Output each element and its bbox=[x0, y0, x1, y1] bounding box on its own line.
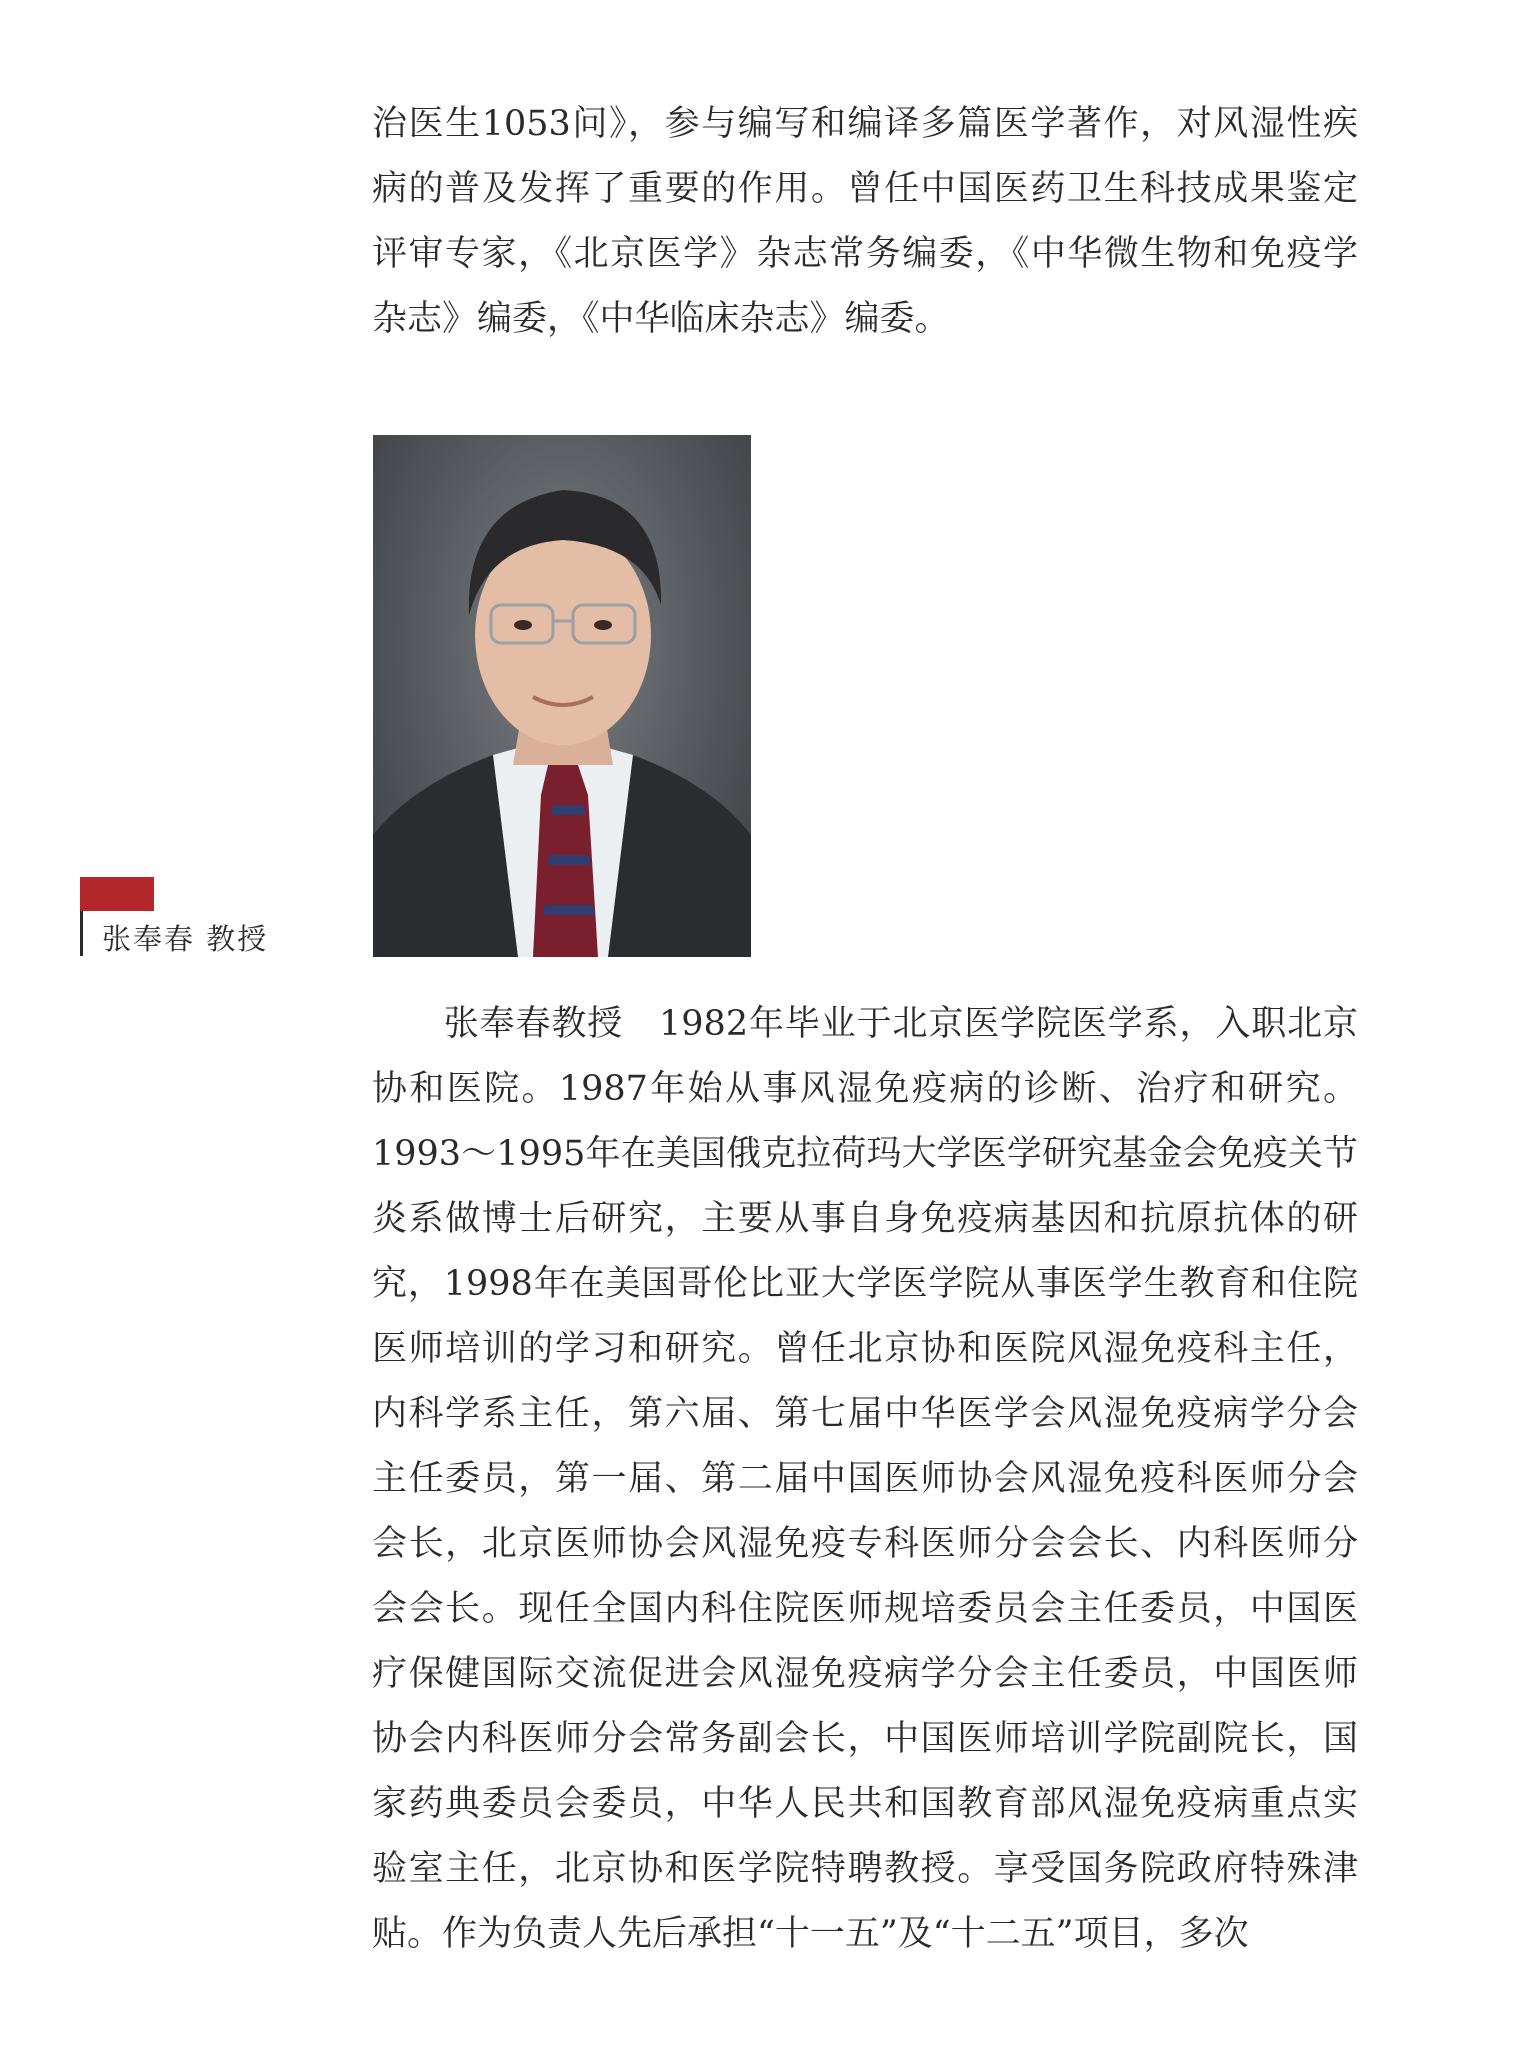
portrait-photo bbox=[373, 435, 751, 957]
text-line: 张奉春教授 1982年毕业于北京医学院医学系，入职北京 bbox=[372, 1004, 1358, 1044]
text-line: 内科学系主任，第六届、第七届中华医学会风湿免疫病学分会 bbox=[372, 1394, 1358, 1434]
text-line: 评审专家，《北京医学》杂志常务编委，《中华微生物和免疫学 bbox=[372, 234, 1358, 274]
text-line: 杂志》编委，《中华临床杂志》编委。 bbox=[372, 299, 950, 339]
text-line: 病的普及发挥了重要的作用。曾任中国医药卫生科技成果鉴定 bbox=[372, 169, 1358, 209]
text-line: 协会内科医师分会常务副会长，中国医师培训学院副院长，国 bbox=[372, 1719, 1358, 1759]
text-line: 炎系做博士后研究，主要从事自身免疫病基因和抗原抗体的研 bbox=[372, 1199, 1358, 1239]
text-line: 贴。作为负责人先后承担“十一五”及“十二五”项目，多次 bbox=[372, 1914, 1249, 1954]
text-line: 会长，北京医师协会风湿免疫专科医师分会会长、内科医师分 bbox=[372, 1524, 1358, 1564]
section-marker-stem bbox=[80, 911, 83, 956]
text-line: 疗保健国际交流促进会风湿免疫病学分会主任委员，中国医师 bbox=[372, 1654, 1358, 1694]
text-line: 究，1998年在美国哥伦比亚大学医学院从事医学生教育和住院 bbox=[372, 1264, 1358, 1304]
bio-paragraph bbox=[372, 992, 1358, 1967]
text-line: 主任委员，第一届、第二届中国医师协会风湿免疫科医师分会 bbox=[372, 1459, 1358, 1499]
text-line: 会会长。现任全国内科住院医师规培委员会主任委员，中国医 bbox=[372, 1589, 1358, 1629]
text-line: 1993～1995年在美国俄克拉荷玛大学医学研究基金会免疫关节 bbox=[372, 1134, 1358, 1174]
section-marker-flag bbox=[80, 877, 154, 911]
text-line: 验室主任，北京协和医学院特聘教授。享受国务院政府特殊津 bbox=[372, 1849, 1358, 1889]
text-line: 治医生1053问》，参与编写和编译多篇医学著作，对风湿性疾 bbox=[372, 104, 1358, 144]
text-line: 医师培训的学习和研究。曾任北京协和医院风湿免疫科主任， bbox=[372, 1329, 1358, 1369]
person-name-label: 张奉春 教授 bbox=[102, 922, 269, 956]
intro-paragraph bbox=[372, 92, 1358, 352]
text-line: 协和医院。1987年始从事风湿免疫病的诊断、治疗和研究。 bbox=[372, 1069, 1358, 1109]
text-line: 家药典委员会委员，中华人民共和国教育部风湿免疫病重点实 bbox=[372, 1784, 1358, 1824]
